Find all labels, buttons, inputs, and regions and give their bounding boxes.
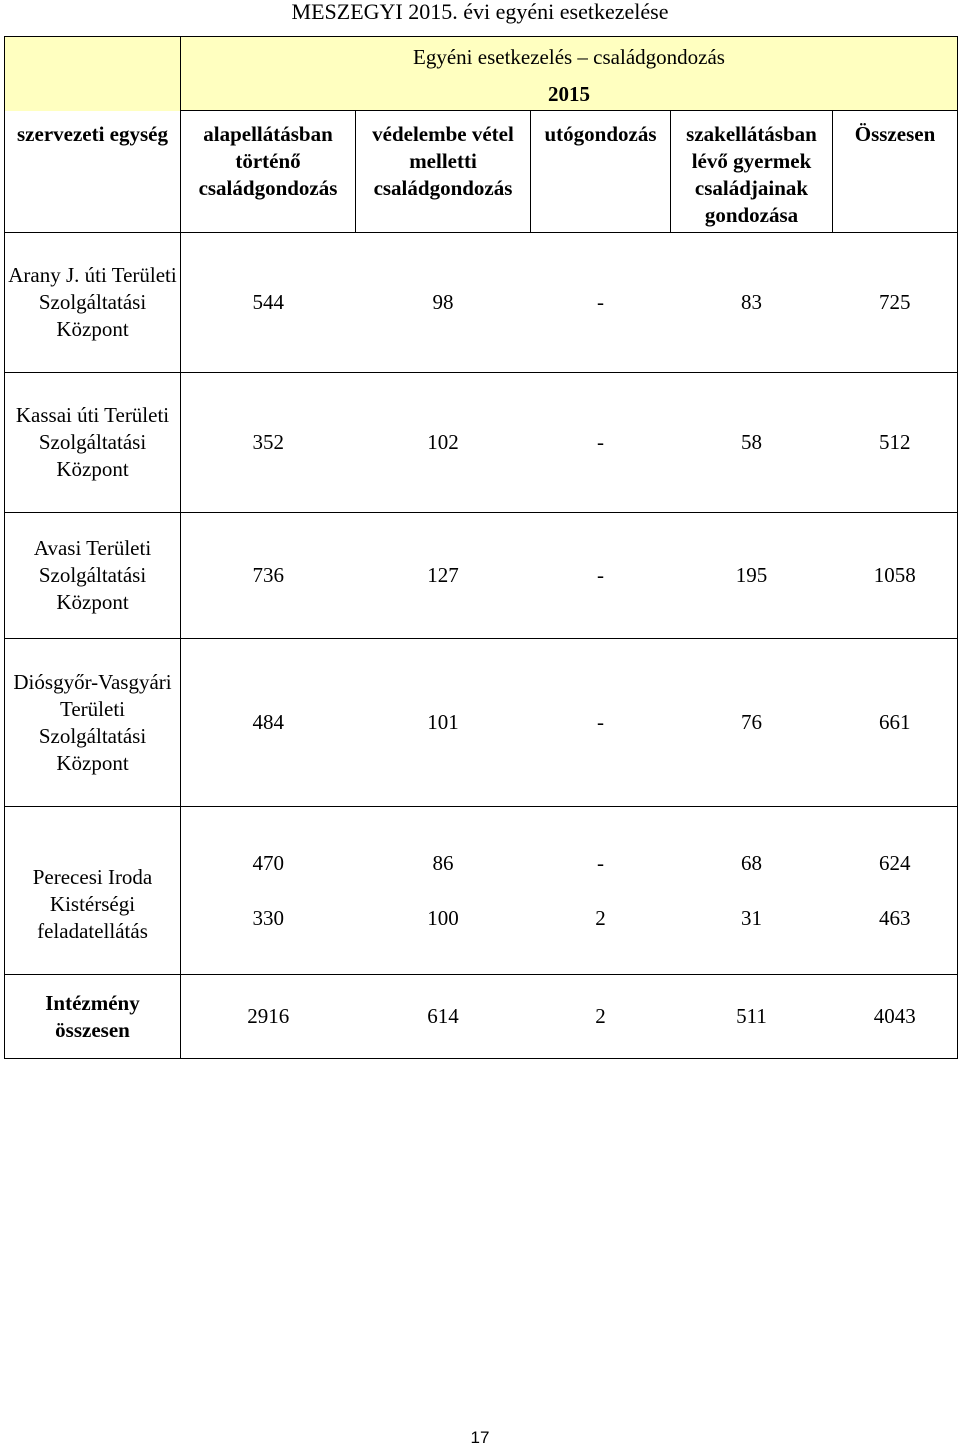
unit-name: Arany J. úti Területi Szolgáltatási Központ xyxy=(5,233,181,373)
unit-name: Kassai úti Területi Szolgáltatási Központ xyxy=(5,373,181,513)
value-cell: 98 xyxy=(356,233,531,373)
document-title: MESZEGYI 2015. évi egyéni esetkezelése xyxy=(291,0,669,24)
value-cell: 463 xyxy=(833,891,958,975)
corner-cell-2 xyxy=(5,79,181,111)
table-row xyxy=(5,891,958,975)
value-cell: 330 xyxy=(181,891,356,975)
table-row xyxy=(5,373,958,513)
value-cell: 352 xyxy=(181,373,356,513)
value-cell: 544 xyxy=(181,233,356,373)
value-cell: 725 xyxy=(833,233,958,373)
value-cell: 624 xyxy=(833,807,958,891)
value-cell: 127 xyxy=(356,513,531,639)
value-cell: 661 xyxy=(833,639,958,807)
unit-name: Kistérségi feladatellátás xyxy=(5,891,181,975)
unit-name: Intézmény összesen xyxy=(5,975,181,1059)
casework-table xyxy=(4,36,958,1059)
table-row xyxy=(5,513,958,639)
page-number: 17 xyxy=(470,1428,490,1447)
corner-cell xyxy=(5,37,181,79)
value-cell: 58 xyxy=(671,373,833,513)
total-row xyxy=(5,975,958,1059)
value-cell: 195 xyxy=(671,513,833,639)
total-value-cell: 2 xyxy=(531,975,671,1059)
value-cell: 2 xyxy=(531,891,671,975)
column-header: Összesen xyxy=(833,111,958,233)
value-cell: 512 xyxy=(833,373,958,513)
unit-name: Diósgyőr-Vasgyári Területi Szolgáltatási Központ xyxy=(5,639,181,807)
value-cell: 76 xyxy=(671,639,833,807)
value-cell: 101 xyxy=(356,639,531,807)
total-value-cell: 614 xyxy=(356,975,531,1059)
value-cell: 100 xyxy=(356,891,531,975)
value-cell: 83 xyxy=(671,233,833,373)
value-cell: 1058 xyxy=(833,513,958,639)
value-cell: 470 xyxy=(181,807,356,891)
column-header: alapellátásban történő családgondozás xyxy=(181,111,356,233)
unit-name: Avasi Területi Szolgáltatási Központ xyxy=(5,513,181,639)
value-cell: 31 xyxy=(671,891,833,975)
value-cell: 86 xyxy=(356,807,531,891)
total-value-cell: 4043 xyxy=(833,975,958,1059)
value-cell: 736 xyxy=(181,513,356,639)
total-value-cell: 2916 xyxy=(181,975,356,1059)
value-cell: 68 xyxy=(671,807,833,891)
value-cell: - xyxy=(531,639,671,807)
column-header: utógondozás xyxy=(531,111,671,233)
value-cell: 484 xyxy=(181,639,356,807)
group-header: Egyéni esetkezelés – családgondozás xyxy=(181,37,958,79)
table-row xyxy=(5,639,958,807)
value-cell: - xyxy=(531,373,671,513)
value-cell: 102 xyxy=(356,373,531,513)
table-row xyxy=(5,807,958,891)
unit-name: Perecesi Iroda xyxy=(5,807,181,891)
total-value-cell: 511 xyxy=(671,975,833,1059)
value-cell: - xyxy=(531,233,671,373)
year-header: 2015 xyxy=(181,79,958,111)
column-header: védelembe vétel melletti családgondozás xyxy=(356,111,531,233)
table-row xyxy=(5,233,958,373)
row-header: szervezeti egység xyxy=(5,111,181,233)
value-cell: - xyxy=(531,513,671,639)
column-header: szakellátásban lévő gyermek családjainak gondozása xyxy=(671,111,833,233)
value-cell: - xyxy=(531,807,671,891)
